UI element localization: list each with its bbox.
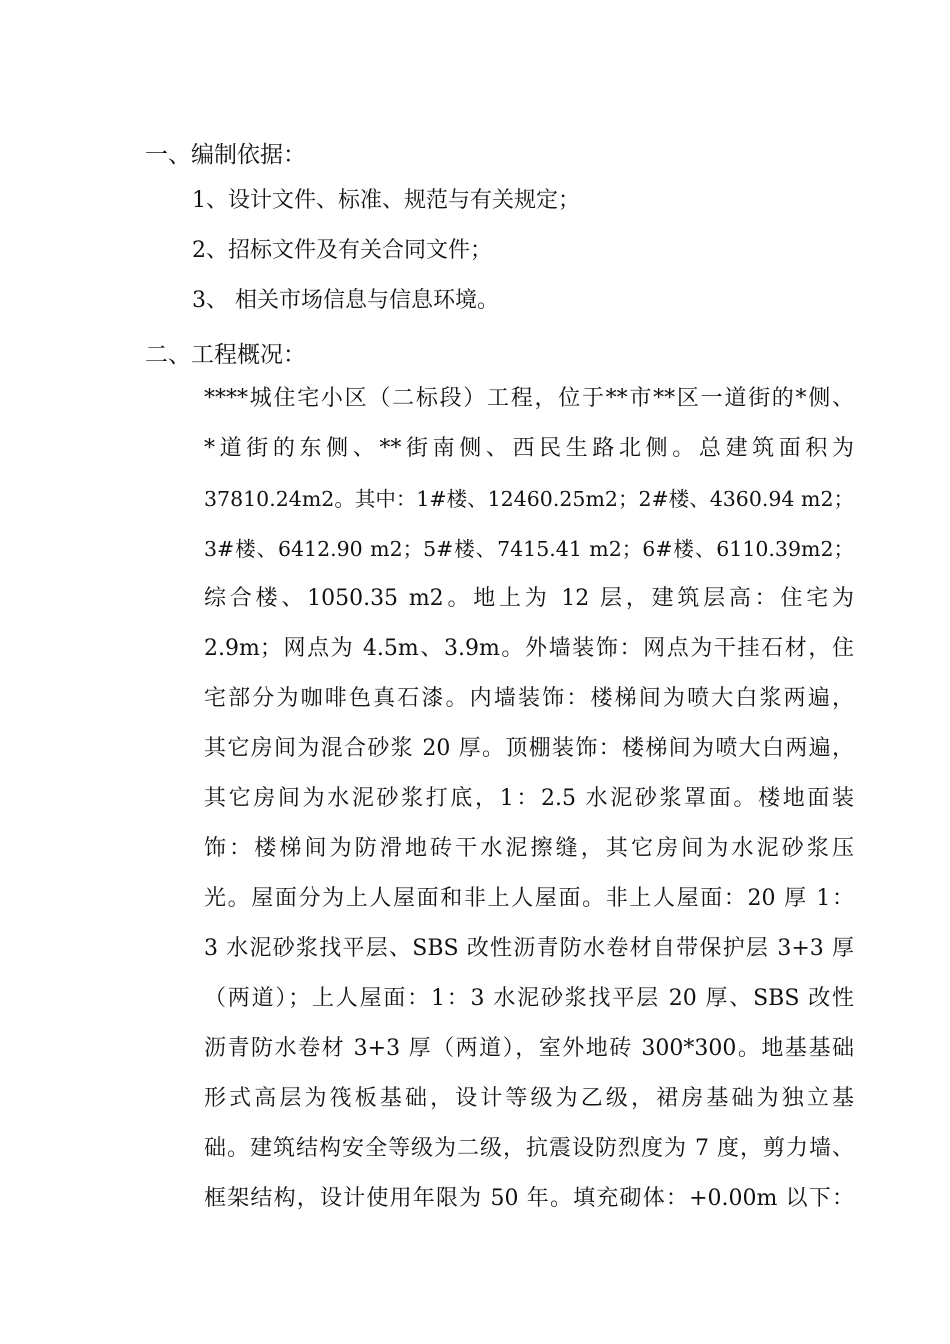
paragraph-line: 3#楼、6412.90 m2；5#楼、7415.41 m2；6#楼、6110.39m2； bbox=[204, 537, 854, 561]
paragraph-line: 框架结构，设计使用年限为 50 年。填充砌体：+0.00m 以下： bbox=[204, 1186, 854, 1211]
paragraph-line: *道街的东侧、**街南侧、西民生路北侧。总建筑面积为 bbox=[204, 436, 854, 461]
paragraph-line: 3 水泥砂浆找平层、SBS 改性沥青防水卷材自带保护层 3+3 厚 bbox=[204, 936, 854, 961]
section-heading-overview: 二、工程概况： bbox=[145, 342, 306, 368]
section-heading-basis: 一、编制依据： bbox=[145, 142, 306, 168]
paragraph-line: 础。建筑结构安全等级为二级，抗震设防烈度为 7 度，剪力墙、 bbox=[204, 1136, 854, 1161]
paragraph-line: ****城住宅小区（二标段）工程，位于**市**区一道街的*侧、 bbox=[204, 386, 854, 411]
paragraph-line: 饰：楼梯间为防滑地砖干水泥擦缝，其它房间为水泥砂浆压 bbox=[204, 836, 854, 861]
paragraph-line: 宅部分为咖啡色真石漆。内墙装饰：楼梯间为喷大白浆两遍， bbox=[204, 686, 854, 711]
paragraph-line: 2.9m；网点为 4.5m、3.9m。外墙装饰：网点为干挂石材，住 bbox=[204, 636, 854, 661]
basis-item-2: 2、招标文件及有关合同文件； bbox=[192, 238, 492, 263]
paragraph-line: 光。屋面分为上人屋面和非上人屋面。非上人屋面：20 厚 1： bbox=[204, 886, 854, 911]
basis-item-3: 3、 相关市场信息与信息环境。 bbox=[192, 288, 499, 313]
paragraph-line: 沥青防水卷材 3+3 厚（两道），室外地砖 300*300。地基基础 bbox=[204, 1036, 854, 1061]
paragraph-line: 37810.24m2。其中：1#楼、12460.25m2；2#楼、4360.94 m2； bbox=[204, 487, 854, 511]
paragraph-line: 其它房间为水泥砂浆打底，1：2.5 水泥砂浆罩面。楼地面装 bbox=[204, 786, 854, 811]
basis-item-1: 1、设计文件、标准、规范与有关规定； bbox=[192, 188, 580, 213]
paragraph-line: 形式高层为筏板基础，设计等级为乙级，裙房基础为独立基 bbox=[204, 1086, 854, 1111]
paragraph-line: 综合楼、1050.35 m2。地上为 12 层，建筑层高：住宅为 bbox=[204, 586, 854, 611]
overview-paragraph bbox=[204, 384, 854, 1234]
paragraph-line: （两道）；上人屋面：1：3 水泥砂浆找平层 20 厚、SBS 改性 bbox=[204, 986, 854, 1011]
paragraph-line: 其它房间为混合砂浆 20 厚。顶棚装饰：楼梯间为喷大白两遍， bbox=[204, 736, 854, 761]
